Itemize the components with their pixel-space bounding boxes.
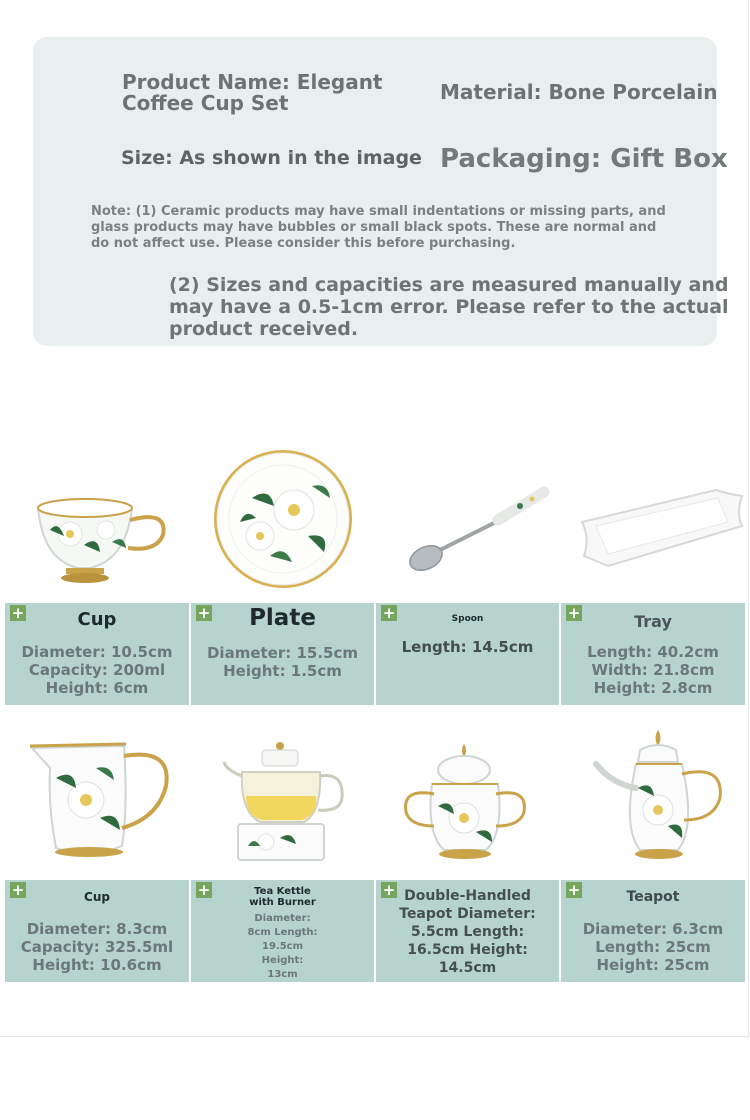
plus-icon: + — [567, 604, 581, 622]
spec-title: Plate — [249, 605, 316, 631]
spec-cell-spoon — [376, 603, 559, 705]
plus-icon: + — [197, 881, 211, 899]
spec-cell-kettle — [191, 880, 374, 982]
kettle-with-burner-icon — [222, 742, 348, 864]
spec-details: Diameter: 6.3cm Length: 25cm Height: 25cm — [582, 920, 724, 974]
teacup-icon — [28, 490, 178, 590]
spec-title: Cup — [84, 890, 110, 904]
product-size: Size: As shown in the image — [121, 147, 422, 169]
product-packaging: Packaging: Gift Box — [440, 144, 728, 174]
spec-cell-tray — [561, 603, 745, 705]
plate-icon — [212, 448, 354, 590]
spec-details: Length: 40.2cm Width: 21.8cm Height: 2.8cm — [587, 643, 719, 697]
note-measurement: (2) Sizes and capacities are measured manually and may have a 0.5-1cm error. Please refer to the actual product received. — [169, 274, 729, 341]
spec-title: Spoon — [451, 614, 484, 624]
plus-icon: + — [11, 604, 25, 622]
spec-title: Tray — [634, 612, 672, 631]
teapot-icon — [592, 728, 728, 862]
plus-icon: + — [382, 881, 396, 899]
spec-title: Tea Kettle with Burner — [249, 886, 316, 908]
spec-cell-double-handled — [376, 880, 559, 982]
plus-icon: + — [567, 881, 581, 899]
spec-details: Diameter: 10.5cm Capacity: 200ml Height: 6cm — [21, 643, 173, 697]
spec-details: Diameter: 15.5cm Height: 1.5cm — [206, 644, 358, 680]
tray-icon — [578, 486, 746, 574]
spec-title: Double-Handled Teapot Diameter: 5.5cm Length: 16.5cm Height: 14.5cm — [399, 888, 536, 976]
product-material: Material: Bone Porcelain — [440, 80, 718, 104]
plus-icon: + — [382, 604, 396, 622]
spoon-icon — [400, 480, 560, 580]
spec-title: Teapot — [626, 889, 680, 905]
plus-icon: + — [11, 881, 25, 899]
spec-cell-cup — [5, 603, 189, 705]
spec-title: Cup — [77, 609, 117, 630]
creamer-jug-icon — [26, 738, 176, 864]
plus-icon: + — [197, 604, 211, 622]
spec-details: Length: 14.5cm — [401, 638, 534, 656]
spec-cell-teapot — [561, 880, 745, 982]
spec-cell-creamer — [5, 880, 189, 982]
spec-details: Diameter: 8.3cm Capacity: 325.5ml Height: 10.6cm — [20, 920, 174, 974]
spec-cell-plate — [191, 603, 374, 705]
product-name: Product Name: Elegant Coffee Cup Set — [122, 70, 383, 115]
sugar-bowl-icon — [398, 742, 536, 862]
spec-details: Diameter: 8cm Length: 19.5cm Height: 13cm — [247, 913, 318, 980]
note-ceramic: Note: (1) Ceramic products may have small indentations or missing parts, and glass products may have bubbles or small black spots. These are normal and do not affect use. Please consider this before purchasing. — [91, 204, 666, 251]
